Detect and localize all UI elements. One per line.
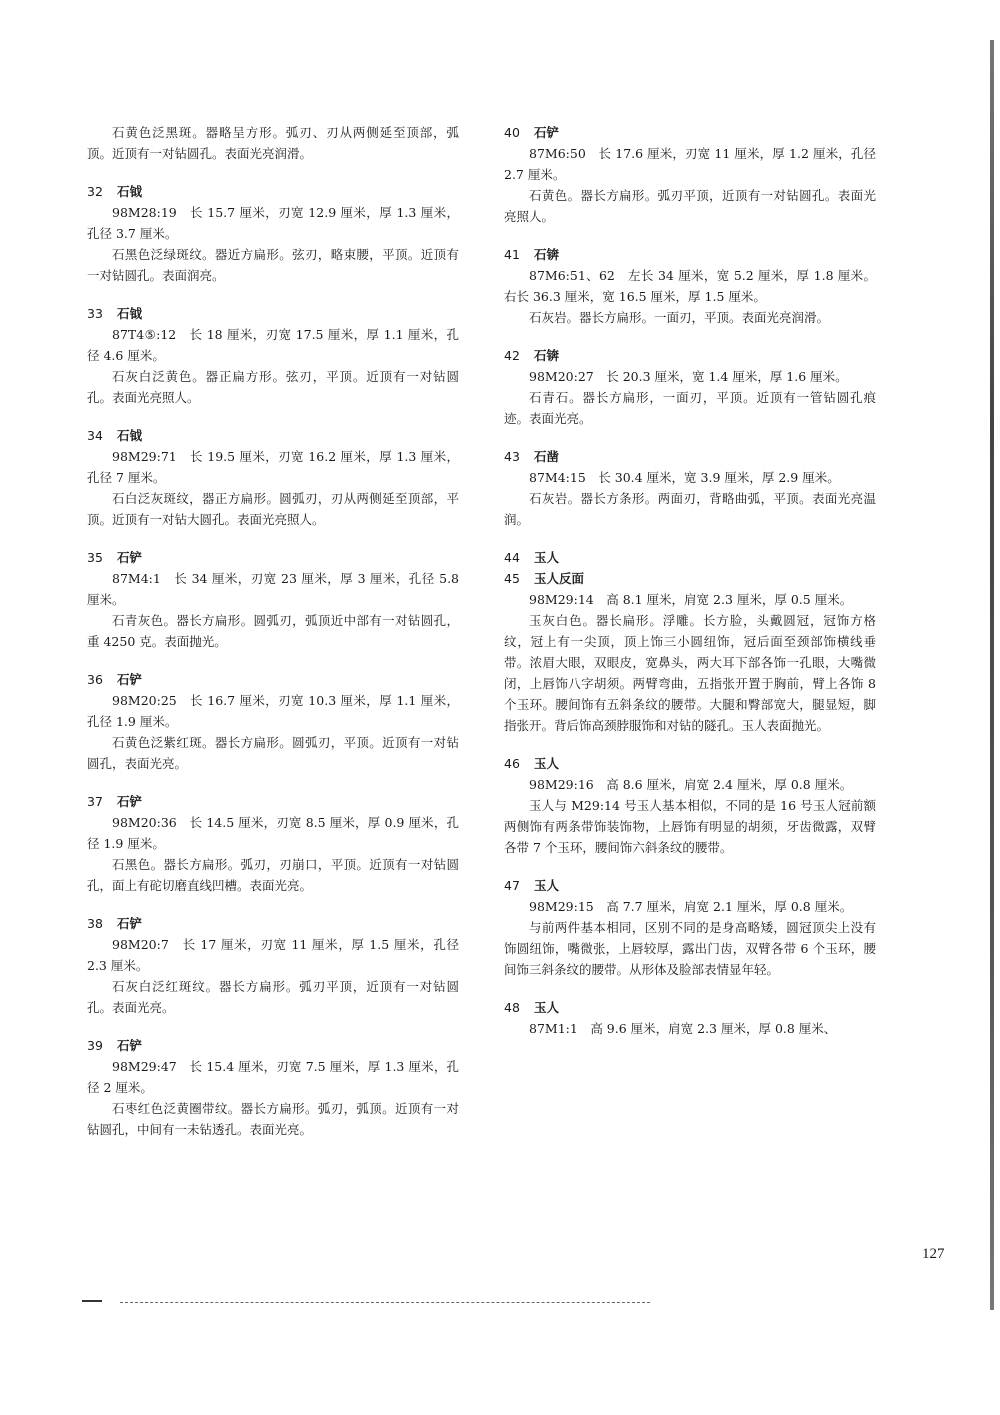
entry-title: 石钺 [117,306,143,321]
entry-heading [87,547,459,568]
entry-description: 石黄色。器长方扁形。弧刃平顶，近顶有一对钻圆孔。表面光亮照人。 [504,188,876,224]
entry-description: 石黄色泛黑斑。器略呈方形。弧刃、刃从两侧延至顶部，弧顶。近顶有一对钻圆孔。表面光亮润滑。 [87,125,459,161]
entry-number: 48 [504,1000,520,1015]
catalog-entry [87,122,459,164]
footer-rule-lead [82,1300,102,1302]
entry-title: 石凿 [534,449,560,464]
entry-description: 与前两件基本相同，区别不同的是身高略矮，圆冠顶尖上没有饰圆纽饰，嘴微张，上唇较厚，露出门齿，双臂各带 6 个玉环，腰间饰三斜条纹的腰带。从形体及脸部表情显年轻。 [504,920,876,977]
entry-heading [87,303,459,324]
catalog-entry [87,547,459,652]
catalog-entry [87,303,459,408]
entry-measurements: 98M20:7 长 17 厘米，刃宽 11 厘米，厚 1.5 厘米，孔径 2.3 厘米。 [87,937,459,973]
catalog-entry [87,425,459,530]
entry-number: 46 [504,756,520,771]
entry-description: 石黄色泛紫红斑。器长方扁形。圆弧刃，平顶。近顶有一对钻圆孔，表面光亮。 [87,735,459,771]
entry-number: 44 [504,550,520,565]
catalog-entry [504,345,876,429]
entry-number: 42 [504,348,520,363]
entry-heading [504,345,876,366]
entry-measurements: 98M20:27 长 20.3 厘米，宽 1.4 厘米，厚 1.6 厘米。 [529,369,848,384]
entry-measurements: 98M29:15 高 7.7 厘米，肩宽 2.1 厘米，厚 0.8 厘米。 [529,899,853,914]
entry-description: 玉灰白色。器长扁形。浮雕。长方脸，头戴圆冠，冠饰方格纹，冠上有一尖顶，顶上饰三小圆纽饰，冠后面至颈部饰横线垂带。浓眉大眼，双眼皮，宽鼻头，两大耳下部各饰一孔眼，大嘴微闭，上唇饰八字胡须。两臂弯曲，五指张开置于胸前，臂上各饰 8 个玉环。腰间饰有五斜条纹的腰带。大腿和臀部宽大，腿显短，脚指张开。背后饰高颈脖服饰和对钻的隧孔。玉人表面抛光。 [504,613,876,733]
catalog-entry [504,122,876,227]
left-column [87,122,459,1157]
catalog-entry [504,547,876,568]
entry-description: 石枣红色泛黄圈带纹。器长方扁形。弧刃，弧顶。近顶有一对钻圆孔，中间有一未钻透孔。表面光亮。 [87,1101,459,1137]
scan-edge [990,40,994,1310]
catalog-entry [504,997,876,1039]
entry-number: 43 [504,449,520,464]
entry-measurements: 98M28:19 长 15.7 厘米，刃宽 12.9 厘米，厚 1.3 厘米，孔径 3.7 厘米。 [87,205,459,241]
entry-heading [504,547,876,568]
entry-measurements: 98M29:47 长 15.4 厘米，刃宽 7.5 厘米，厚 1.3 厘米，孔径 2 厘米。 [87,1059,459,1095]
catalog-entry [87,181,459,286]
catalog-entry [504,875,876,980]
entry-number: 36 [87,672,103,687]
entry-number: 32 [87,184,103,199]
page-number: 127 [922,1246,945,1262]
entry-title: 石铲 [117,916,143,931]
entry-title: 玉人 [534,756,560,771]
entry-number: 35 [87,550,103,565]
entry-title: 玉人 [534,550,560,565]
catalog-entry [504,446,876,530]
entry-title: 石铲 [117,794,143,809]
entry-title: 石铲 [117,672,143,687]
entry-description: 石灰岩。器长方条形。两面刃，背略曲弧，平顶。表面光亮温润。 [504,491,876,527]
entry-measurements: 87M1:1 高 9.6 厘米，肩宽 2.3 厘米，厚 0.8 厘米、 [529,1021,837,1036]
entry-heading [504,568,876,589]
entry-measurements: 98M20:36 长 14.5 厘米，刃宽 8.5 厘米，厚 0.9 厘米，孔径 1.9 厘米。 [87,815,459,851]
footer-rule [120,1302,650,1303]
entry-number: 33 [87,306,103,321]
entry-description: 石黑色泛绿斑纹。器近方扁形。弦刃，略束腰，平顶。近顶有一对钻圆孔。表面润亮。 [87,247,459,283]
entry-number: 37 [87,794,103,809]
entry-heading [87,425,459,446]
entry-number: 45 [504,571,520,586]
entry-measurements: 87M6:50 长 17.6 厘米，刃宽 11 厘米，厚 1.2 厘米，孔径 2.7 厘米。 [504,146,876,182]
entry-description: 石灰白泛黄色。器正扁方形。弦刃，平顶。近顶有一对钻圆孔。表面光亮照人。 [87,369,459,405]
entry-heading [87,181,459,202]
entry-title: 石钺 [117,184,143,199]
entry-title: 石锛 [534,247,560,262]
entry-description: 石灰岩。器长方扁形。一面刃，平顶。表面光亮润滑。 [529,310,830,325]
entry-heading [504,875,876,896]
entry-description: 石青灰色。器长方扁形。圆弧刃，弧顶近中部有一对钻圆孔，重 4250 克。表面抛光。 [87,613,459,649]
entry-number: 40 [504,125,520,140]
catalog-entry [87,913,459,1018]
entry-number: 34 [87,428,103,443]
entry-heading [504,446,876,467]
entry-heading [504,122,876,143]
catalog-entry [87,1035,459,1140]
entry-description: 石白泛灰斑纹，器正方扁形。圆弧刃，刃从两侧延至顶部，平顶。近顶有一对钻大圆孔。表面光亮照人。 [87,491,459,527]
entry-description: 玉人与 M29:14 号玉人基本相似，不同的是 16 号玉人冠前额两侧饰有两条带饰装饰物，上唇饰有明显的胡须，牙齿微露，双臂各带 7 个玉环，腰间饰六斜条纹的腰带。 [504,798,876,855]
entry-heading [87,1035,459,1056]
entry-title: 石钺 [117,428,143,443]
entry-number: 47 [504,878,520,893]
entry-measurements: 87M6:51、62 左长 34 厘米，宽 5.2 厘米，厚 1.8 厘米。右长 36.3 厘米，宽 16.5 厘米，厚 1.5 厘米。 [504,268,876,304]
entry-measurements: 87T4⑤:12 长 18 厘米，刃宽 17.5 厘米，厚 1.1 厘米，孔径 4.6 厘米。 [87,327,459,363]
catalog-entry [504,244,876,328]
entry-measurements: 98M29:16 高 8.6 厘米，肩宽 2.4 厘米，厚 0.8 厘米。 [529,777,853,792]
entry-description: 石黑色。器长方扁形。弧刃，刃崩口，平顶。近顶有一对钻圆孔，面上有砣切磨直线凹槽。表面光亮。 [87,857,459,893]
entry-title: 玉人反面 [534,571,585,586]
entry-heading [87,913,459,934]
entry-title: 石铲 [117,1038,143,1053]
right-column [504,122,876,1056]
entry-measurements: 98M20:25 长 16.7 厘米，刃宽 10.3 厘米，厚 1.1 厘米，孔径 1.9 厘米。 [87,693,459,729]
entry-heading [504,244,876,265]
entry-title: 石铲 [117,550,143,565]
entry-description: 石青石。器长方扁形，一面刃，平顶。近顶有一管钻圆孔痕迹。表面光亮。 [504,390,876,426]
entry-title: 玉人 [534,1000,560,1015]
entry-measurements: 87M4:1 长 34 厘米，刃宽 23 厘米，厚 3 厘米，孔径 5.8 厘米。 [87,571,459,607]
entry-heading [504,997,876,1018]
catalog-entry [87,791,459,896]
entry-title: 石锛 [534,348,560,363]
catalog-entry [87,669,459,774]
entry-heading [87,669,459,690]
catalog-entry [504,568,876,736]
catalog-entry [504,753,876,858]
entry-measurements: 98M29:14 高 8.1 厘米，肩宽 2.3 厘米，厚 0.5 厘米。 [529,592,853,607]
entry-number: 38 [87,916,103,931]
entry-title: 石铲 [534,125,560,140]
entry-number: 41 [504,247,520,262]
entry-measurements: 98M29:71 长 19.5 厘米，刃宽 16.2 厘米，厚 1.3 厘米，孔径 7 厘米。 [87,449,459,485]
entry-heading [87,791,459,812]
entry-measurements: 87M4:15 长 30.4 厘米，宽 3.9 厘米，厚 2.9 厘米。 [529,470,840,485]
entry-number: 39 [87,1038,103,1053]
entry-title: 玉人 [534,878,560,893]
entry-heading [504,753,876,774]
entry-description: 石灰白泛红斑纹。器长方扁形。弧刃平顶，近顶有一对钻圆孔。表面光亮。 [87,979,459,1015]
